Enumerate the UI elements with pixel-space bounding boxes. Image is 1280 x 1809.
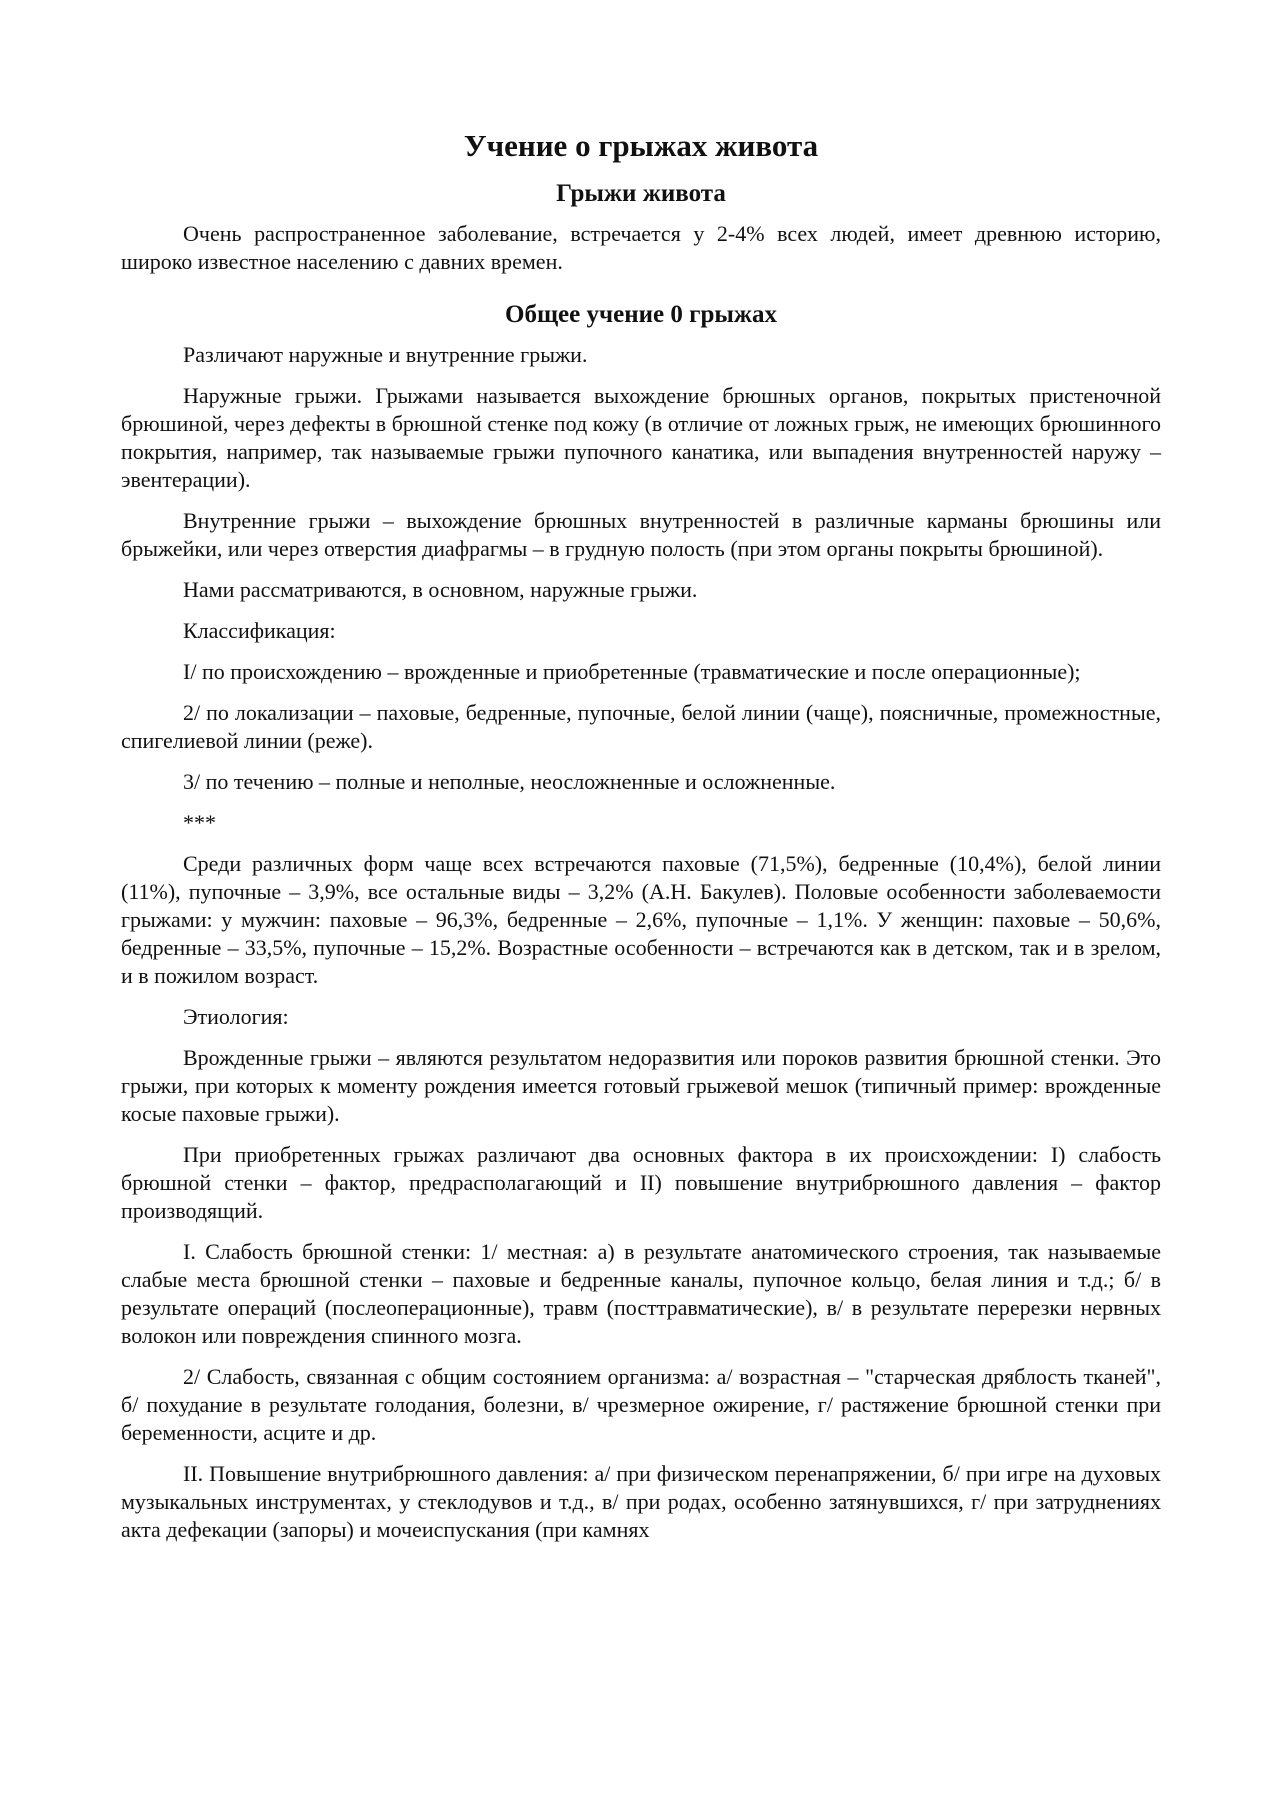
paragraph: Врожденные грыжи – являются результатом недоразвития или пороков развития брюшной стенки. Это грыжи, при которых к моменту рождения имеется готовый грыжевой мешок (типичный пример: врожденные косые паховые грыжи). <box>121 1045 1161 1126</box>
paragraph: I/ по происхождению – врожденные и приобретенные (травматические и после операционные); <box>183 659 1081 684</box>
paragraph: 2/ Слабость, связанная с общим состоянием организма: а/ возрастная – "старческая дряблость тканей", б/ похудание в результате голодания, болезни, в/ чрезмерное ожирение, г/ растяжение брюшной стенки при беременности, асците и др. <box>121 1364 1161 1445</box>
paragraph: II. Повышение внутрибрюшного давления: а/ при физическом перенапряжении, б/ при игре на духовых музыкальных инструментах, у стеклодувов и т.д., в/ при родах, особенно затянувшихся, г/ при затруднениях акта дефекации (запоры) и мочеиспускания (при камнях <box>121 1461 1161 1542</box>
paragraph: Нами рассматриваются, в основном, наружные грыжи. <box>183 577 698 602</box>
paragraph: Внутренние грыжи – выхождение брюшных внутренностей в различные карманы брюшины или брыжейки, или через отверстия диафрагмы – в грудную полость (при этом органы покрыты брюшиной). <box>121 508 1161 561</box>
paragraph: Наружные грыжи. Грыжами называется выхождение брюшных органов, покрытых пристеночной брюшиной, через дефекты в брюшной стенке под кожу (в отличие от ложных грыж, не имеющих брюшинного покрытия, например, так называемые грыжи пупочного канатика, или выпадения внутренностей наружу – эвентерации). <box>121 383 1161 492</box>
section-heading-hernias: Грыжи живота <box>556 180 726 207</box>
paragraph: Различают наружные и внутренние грыжи. <box>183 342 588 367</box>
paragraph: 3/ по течению – полные и неполные, неосложненные и осложненные. <box>183 769 836 794</box>
paragraph: I. Слабость брюшной стенки: 1/ местная: а) в результате анатомического строения, так называемые слабые места брюшной стенки – паховые и бедренные каналы, пупочное кольцо, белая линия и т.д.; б/ в результате операций (послеоперационные), травм (посттравматические), в/ в результате перерезки нервных волокон или повреждения спинного мозга. <box>121 1239 1161 1348</box>
document-title: Учение о грыжах живота <box>463 128 819 163</box>
paragraph: Классификация: <box>183 618 336 643</box>
paragraph: Очень распространенное заболевание, встречается у 2-4% всех людей, имеет древнюю историю, широко известное населению с давних времен. <box>121 221 1161 274</box>
section-heading-general: Общее учение 0 грыжах <box>505 301 777 328</box>
paragraph: 2/ по локализации – паховые, бедренные, пупочные, белой линии (чаще), поясничные, промежностные, спигелиевой линии (реже). <box>121 700 1161 753</box>
separator-stars: *** <box>183 810 216 835</box>
paragraph: При приобретенных грыжах различают два основных фактора в их происхождении: I) слабость брюшной стенки – фактор, предрасполагающий и II) повышение внутрибрюшного давления – фактор производящий. <box>121 1142 1161 1223</box>
document-page <box>121 112 1161 1557</box>
paragraph: Этиология: <box>183 1004 289 1029</box>
paragraph: Среди различных форм чаще всех встречаются паховые (71,5%), бедренные (10,4%), белой линии (11%), пупочные – 3,9%, все остальные виды – 3,2% (А.Н. Бакулев). Половые особенности заболеваемости грыжами: у мужчин: паховые – 96,3%, бедренные – 2,6%, пупочные – 1,1%. У женщин: паховые – 50,6%, бедренные – 33,5%, пупочные – 15,2%. Возрастные особенности – встречаются как в детском, так и в зрелом, и в пожилом возраст. <box>121 851 1161 988</box>
